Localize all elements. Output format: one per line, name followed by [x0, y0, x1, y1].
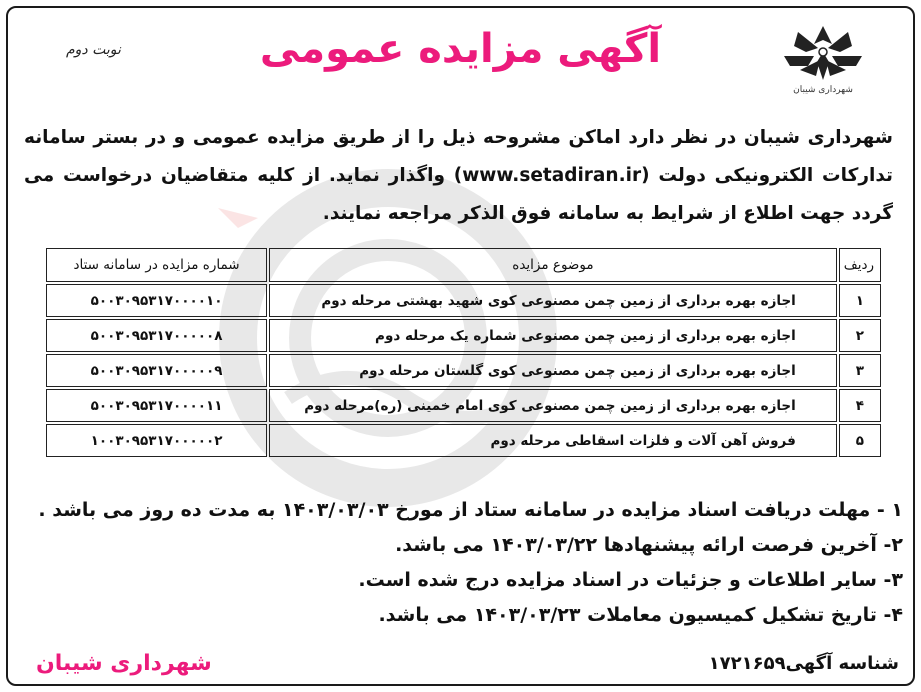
note-item: ۲- آخرین فرصت ارائه پیشنهادها ۱۴۰۳/۰۳/۲۲ می باشد.	[395, 534, 903, 556]
row-subject: اجازه بهره برداری از زمین چمن مصنوعی کوی امام خمینی (ره)مرحله دوم	[269, 389, 837, 422]
table-row	[46, 284, 881, 317]
table-row	[46, 354, 881, 387]
row-number: ۲	[839, 319, 881, 352]
signature: شهرداری شیبان	[36, 651, 212, 676]
row-setad-number: ۱۰۰۳۰۹۵۳۱۷۰۰۰۰۰۲	[46, 424, 267, 457]
intro-paragraph: شهرداری شیبان در نظر دارد اماکن مشروحه ذیل را از طریق مزایده عمومی و در بستر سامانه تدارکات الکترونیکی دولت (www.setadiran.ir) واگذار نماید. از کلیه متقاضیان درخواست می گردد جهت اطلاع از شرایط به سامانه فوق الذکر مراجعه نمایند.	[24, 127, 893, 224]
row-setad-number: ۵۰۰۳۰۹۵۳۱۷۰۰۰۰۱۱	[46, 389, 267, 422]
header-row-no: ردیف	[839, 248, 881, 282]
row-number: ۵	[839, 424, 881, 457]
header	[8, 8, 913, 108]
row-setad-number: ۵۰۰۳۰۹۵۳۱۷۰۰۰۰۱۰	[46, 284, 267, 317]
row-number: ۳	[839, 354, 881, 387]
note-item: ۳- سایر اطلاعات و جزئیات در اسناد مزایده درج شده است.	[358, 569, 903, 591]
notes-list	[23, 493, 903, 633]
table-row	[46, 424, 881, 457]
ad-id: شناسه آگهی۱۷۲۱۶۵۹	[708, 653, 899, 674]
row-subject: فروش آهن آلات و فلزات اسقاطی مرحله دوم	[269, 424, 837, 457]
row-subject: اجازه بهره برداری از زمین چمن مصنوعی کوی شهید بهشتی مرحله دوم	[269, 284, 837, 317]
round-label: نوبت دوم	[66, 42, 121, 58]
notice-frame	[6, 6, 915, 686]
table-row	[46, 319, 881, 352]
page-title: آگهی مزایده عمومی	[259, 26, 662, 72]
auction-table	[44, 246, 883, 459]
header-subject: موضوع مزایده	[269, 248, 837, 282]
row-setad-number: ۵۰۰۳۰۹۵۳۱۷۰۰۰۰۰۹	[46, 354, 267, 387]
row-number: ۱	[839, 284, 881, 317]
row-number: ۴	[839, 389, 881, 422]
row-subject: اجازه بهره برداری از زمین چمن مصنوعی کوی گلستان مرحله دوم	[269, 354, 837, 387]
note-item: ۱ - مهلت دریافت اسناد مزایده در سامانه ستاد از مورخ ۱۴۰۳/۰۳/۰۳ به مدت ده روز می باشد .	[38, 499, 903, 521]
row-setad-number: ۵۰۰۳۰۹۵۳۱۷۰۰۰۰۰۸	[46, 319, 267, 352]
logo-caption: شهرداری شیبان	[793, 85, 853, 95]
table-header-row	[46, 248, 881, 282]
table-row	[46, 389, 881, 422]
header-setad-no: شماره مزایده در سامانه ستاد	[46, 248, 267, 282]
note-item: ۴- تاریخ تشکیل کمیسیون معاملات ۱۴۰۳/۰۳/۲۳ می باشد.	[378, 604, 903, 626]
row-subject: اجازه بهره برداری از زمین چمن مصنوعی شماره یک مرحله دوم	[269, 319, 837, 352]
